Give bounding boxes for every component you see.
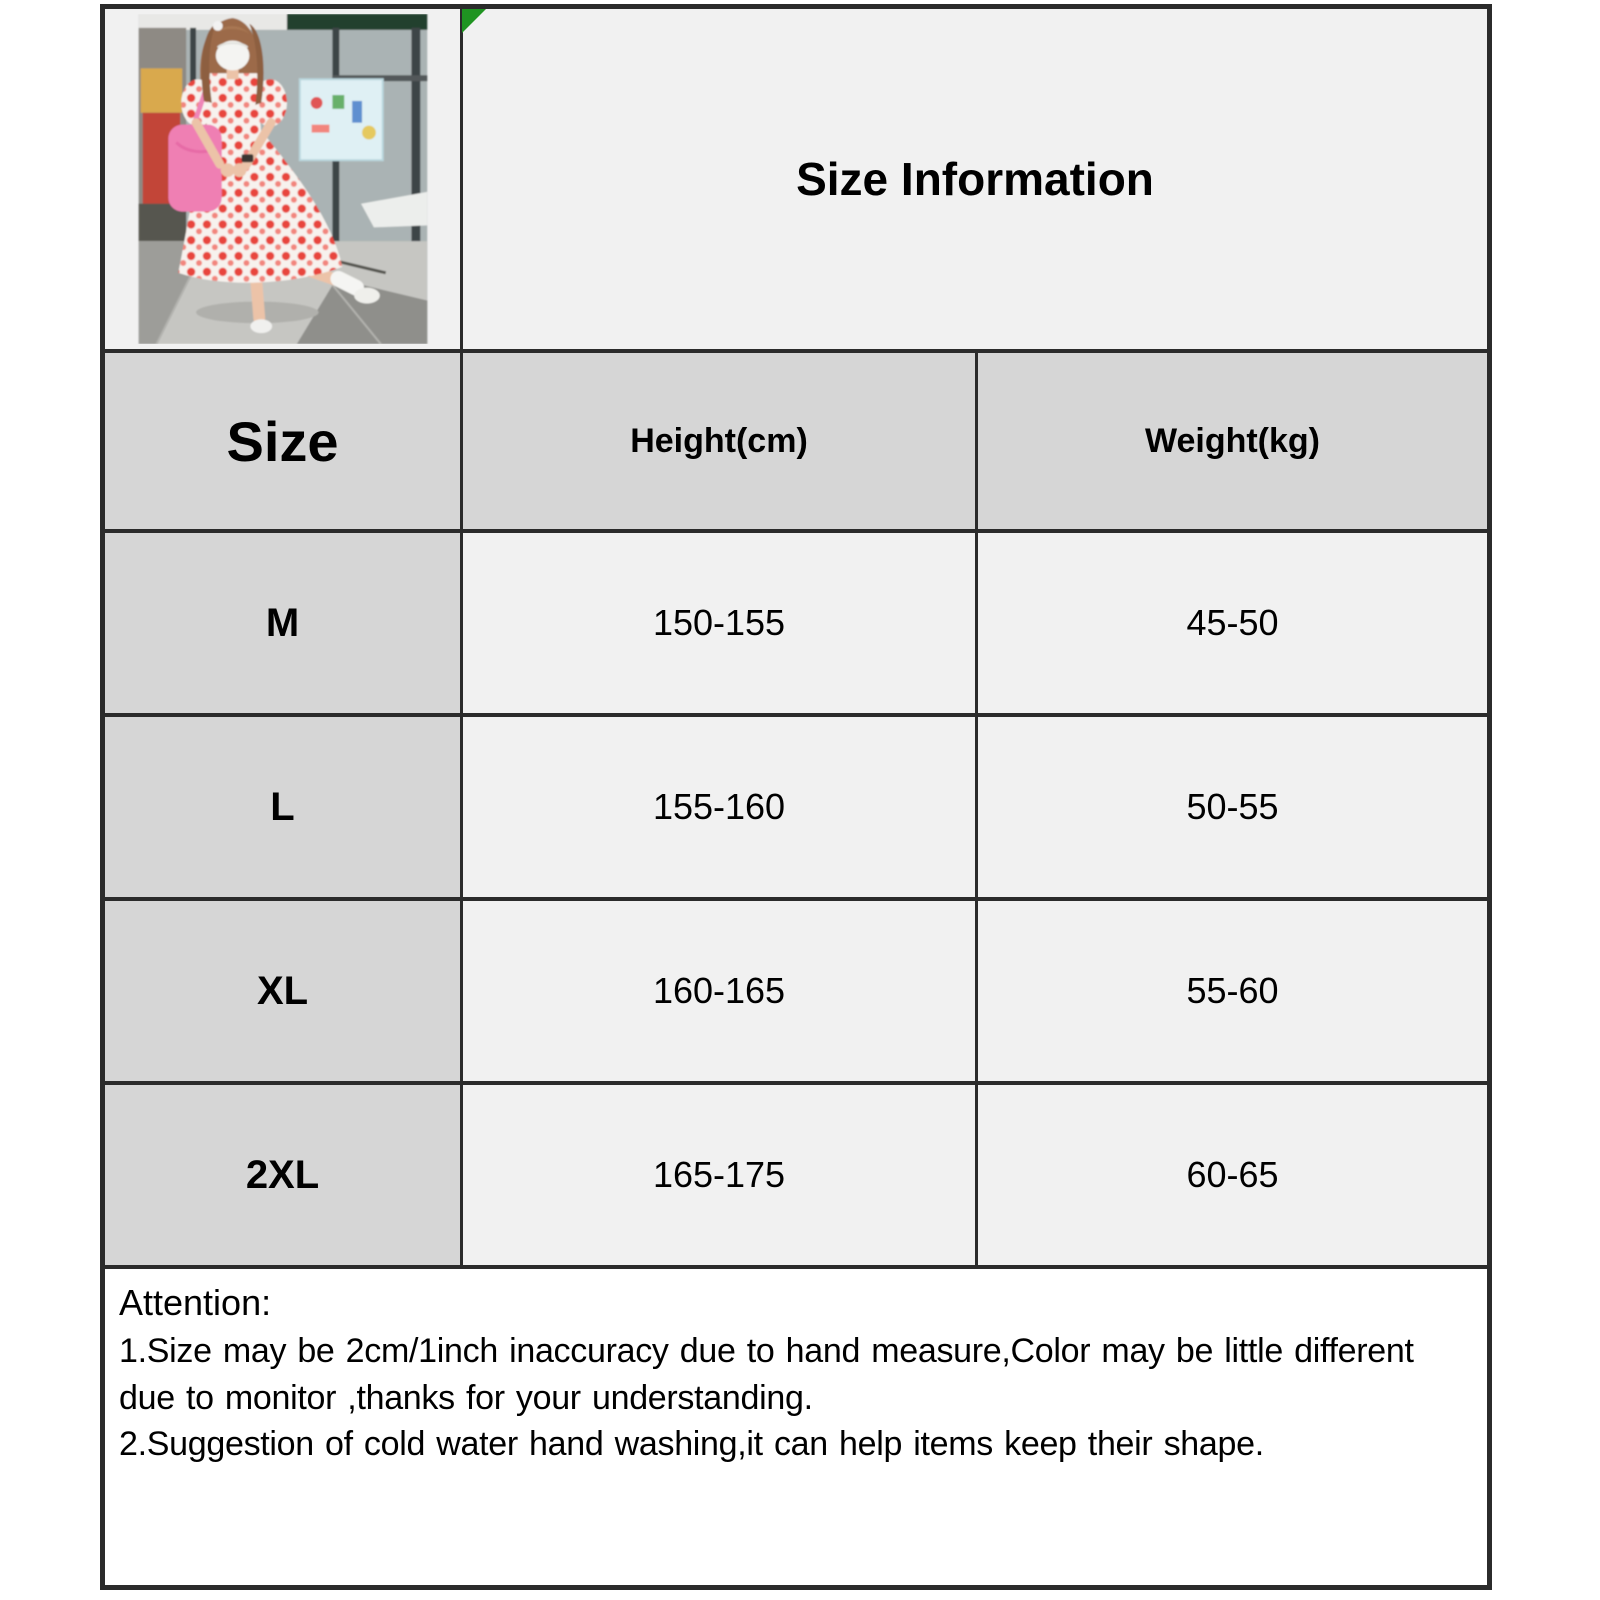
- header-height: Height(cm): [460, 353, 975, 529]
- height-value: 160-165: [460, 901, 975, 1081]
- attention-heading: Attention:: [119, 1282, 272, 1323]
- height-value: 155-160: [460, 717, 975, 897]
- table-row-2xl: [105, 1081, 1487, 1265]
- size-label: 2XL: [105, 1085, 460, 1265]
- header-size: Size: [105, 353, 460, 529]
- header-weight: Weight(kg): [975, 353, 1487, 529]
- height-value: 150-155: [460, 533, 975, 713]
- table-row-m: [105, 529, 1487, 713]
- weight-value: 50-55: [975, 717, 1487, 897]
- table-row-xl: [105, 897, 1487, 1081]
- attention-section: [105, 1265, 1487, 1585]
- weight-value: 45-50: [975, 533, 1487, 713]
- attention-note-1: 1.Size may be 2cm/1inch inaccuracy due to hand measure,Color may be little different due to monitor ,thanks for your understanding.: [119, 1331, 1414, 1417]
- size-label: XL: [105, 901, 460, 1081]
- size-label: L: [105, 717, 460, 897]
- title-row: [105, 9, 1487, 349]
- product-photo: [137, 14, 429, 344]
- size-label: M: [105, 533, 460, 713]
- product-photo-cell: [105, 9, 460, 349]
- weight-value: 60-65: [975, 1085, 1487, 1265]
- table-header-row: [105, 349, 1487, 529]
- weight-value: 55-60: [975, 901, 1487, 1081]
- size-chart-sheet: [100, 4, 1492, 1590]
- table-row-l: [105, 713, 1487, 897]
- green-corner-marker-icon: [462, 9, 486, 33]
- title-cell: [460, 9, 1487, 349]
- height-value: 165-175: [460, 1085, 975, 1265]
- page-title: Size Information: [796, 153, 1154, 205]
- attention-note-2: 2.Suggestion of cold water hand washing,it can help items keep their shape.: [119, 1425, 1264, 1464]
